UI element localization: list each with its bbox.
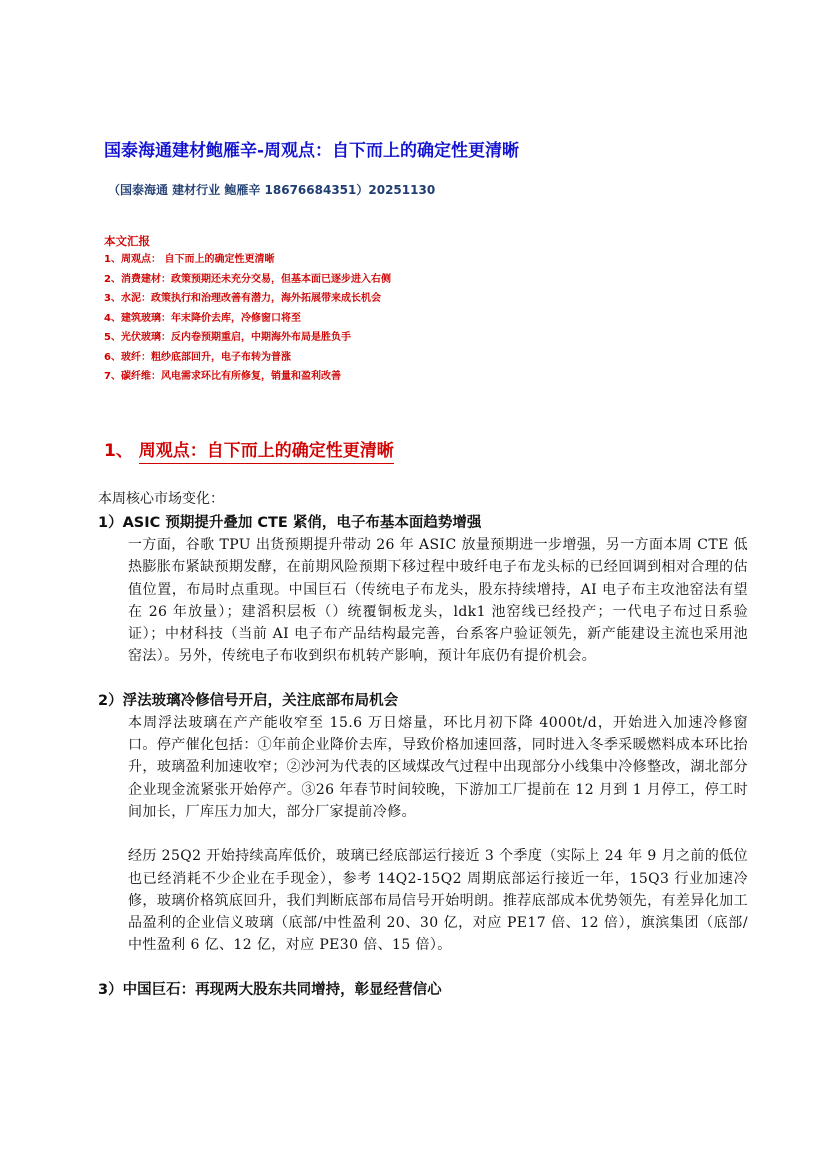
document-title: 国泰海通建材鲍雁辛-周观点：自下而上的确定性更清晰 [104,141,520,161]
point-heading: 1）ASIC 预期提升叠加 CTE 紧俏，电子布基本面趋势增强 [98,515,482,531]
toc-item[interactable]: 1、周观点： 自下而上的确定性更清晰 [104,254,275,265]
toc-item[interactable]: 3、水泥：政策执行和治理改善有潜力，海外拓展带来成长机会 [104,293,381,304]
toc-item[interactable]: 2、消费建材：政策预期还未充分交易，但基本面已逐步进入右侧 [104,273,391,285]
toc-item[interactable]: 5、光伏玻璃：反内卷预期重启，中期海外布局是胜负手 [104,332,351,343]
point-heading: 3）中国巨石：再现两大股东共同增持，彰显经营信心 [98,981,442,998]
section-heading [104,436,394,461]
paragraph: 本周浮法玻璃在产产能收窄至 15.6 万日熔量，环比月初下降 4000t/d，开始进入加速冷修窗口。停产催化包括：①年前企业降价去库，导致价格加速回落，同时进入冬季采暖燃料成本环比抬升，玻璃盈利加速收窄；②沙河为代表的区域煤改气过程中出现部分小线集中冷修整改，湖北部分企业现金流紧张开始停产。③26 年春节时间较晚，下游加工厂提前在 12 月到 1 月停工，停工时间加长，厂库压力加大，部分厂家提前冷修。 [128,714,748,820]
intro-text: 本周核心市场变化： [98,491,224,507]
toc-item[interactable]: 6、玻纤：粗纱底部回升，电子布转为普涨 [104,351,291,363]
toc-item[interactable]: 4、建筑玻璃：年末降价去库，冷修窗口将至 [104,312,301,324]
point-heading: 2）浮法玻璃冷修信号开启，关注底部布局机会 [98,692,399,709]
paragraph: 一方面，谷歌 TPU 出货预期提升带动 26 年 ASIC 放量预期进一步增强，另一方面本周 CTE 低热膨胀布紧缺预期发酵，在前期风险预期下移过程中玻纤电子布龙头标的已经回调到相对合理的估值位置，布局时点重现。中国巨石（传统电子布龙头，股东持续增持，AI 电子布主攻池窑法有望在 26 年放量）；建滔积层板（）统覆铜板龙头，ldk1 池窑线已经投产；一代电子布过日系验证）；中材科技（当前 AI 电子布产品结构最完善，台系客户验证领先，新产能建设主流也采用池窑法）。另外，传统电子布收到织布机转产影响，预计年底仍有提价机会。 [128,537,748,665]
document-meta: （国泰海通 建材行业 鲍雁辛 18676684351）20251130 [108,183,436,197]
table-of-contents [104,232,744,387]
section-number: 1、 [104,441,133,461]
section-title: 周观点：自下而上的确定性更清晰 [139,441,394,464]
section-body [98,488,758,1001]
toc-heading: 本文汇报 [104,234,150,248]
toc-item[interactable]: 7、碳纤维：风电需求环比有所修复，销量和盈利改善 [104,371,341,382]
paragraph: 经历 25Q2 开始持续高库低价，玻璃已经底部运行接近 3 个季度（实际上 24 年 9 月之前的低位也已经消耗不少企业在手现金），参考 14Q2-15Q2 周期底部运行接近一年，15Q3 行业加速冷修，玻璃价格筑底回升，我们判断底部布局信号开始明朗。推荐底部成本优势领先，有差异化加工品盈利的企业信义玻璃（底部/中性盈利 20、30 亿，对应 PE17 倍、12 倍），旗滨集团（底部/中性盈利 6 亿、12 亿，对应 PE30 倍、15 倍）。 [128,848,748,954]
